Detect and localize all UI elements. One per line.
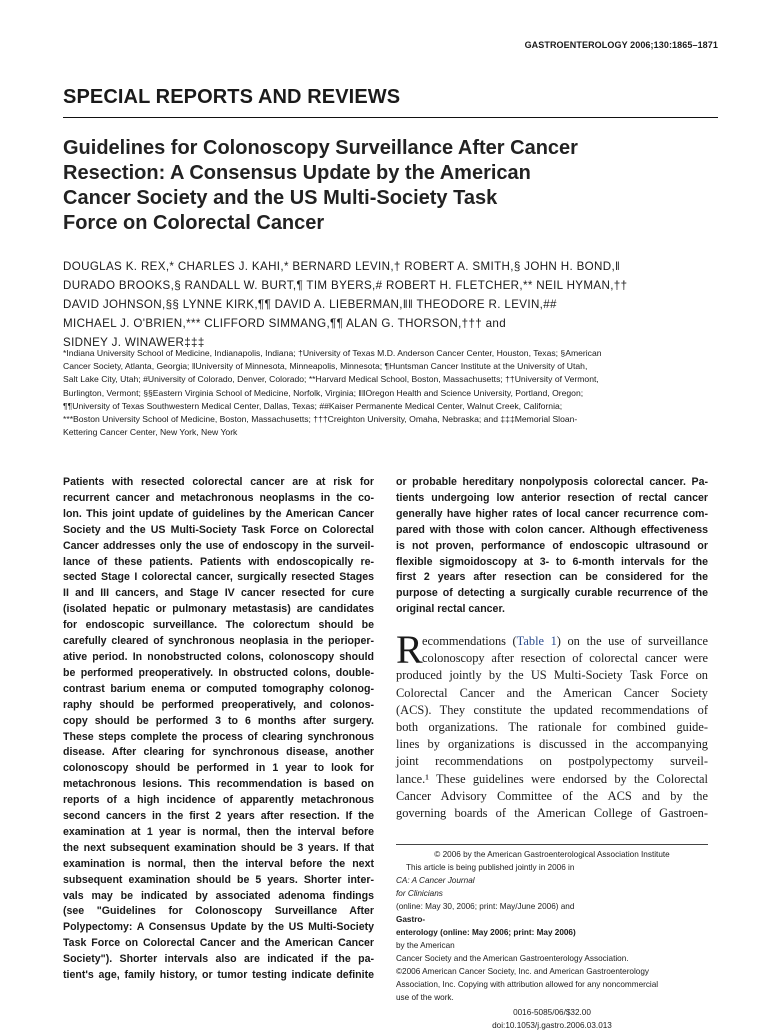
abstract-line: metachronous lesions. This recommendation is based on: [63, 778, 374, 791]
abstract-line: raphy should be performed preoperatively, and colonos-: [63, 698, 374, 711]
title-line: Force on Colorectal Cancer: [63, 212, 325, 234]
abstract-line: lon. This joint update of guidelines by the American Cancer: [63, 507, 374, 520]
abstract-line: examination is normal, then the interval before the next: [63, 857, 374, 870]
abstract-line: sected Stage I colorectal cancer, surgically resected Stages: [63, 571, 374, 584]
abstract-line: flexible sigmoidoscopy at 3- to 6-month intervals for the: [396, 555, 708, 568]
intro-rest: [396, 667, 708, 822]
abstract-line: be performed preoperatively. In obstructed colons, double-: [63, 666, 374, 679]
intro-line: both organizations. The rationale for combined guide-: [396, 720, 708, 735]
abstract-line: colonoscopy should be performed in 1 year to look for: [63, 762, 374, 775]
intro-line: lines by organizations is discussed in the accompanying: [396, 737, 708, 752]
abstract-line: Patients with resected colorectal cancer are at risk for: [63, 476, 374, 488]
table-1-link[interactable]: Table 1: [516, 634, 557, 648]
abstract-line: generally have higher rates of local cancer recurrence com-: [396, 507, 708, 520]
publication-line: for Clinicians (online: May 30, 2006; print: May/June 2006) and Gastro-: [396, 889, 575, 924]
abstract-line: Polypectomy: A Consensus Update by the US Multi-Society: [63, 921, 374, 934]
abstract-line: the next subsequent examination should be 3 years. If that: [63, 841, 374, 854]
affiliation-line: *Indiana University School of Medicine, Indianapolis, Indiana; †University of Texas M.D. Anderson Cancer Center, Houston, Texas; §American: [63, 348, 602, 358]
abstract-line: Cancer addresses only the use of endoscopy in the surveil-: [63, 539, 374, 552]
copyright-line: Association, Inc. Copying with attribution allowed for any noncommercial: [396, 980, 659, 989]
abstract-line: ative period. In nonobstructed colons, colonoscopy should: [63, 650, 374, 663]
abstract-line: first 2 years after resection can be considered for the: [396, 571, 708, 584]
journal-citation: GASTROENTEROLOGY 2006;130:1865–1871: [524, 40, 718, 50]
abstract-line: subsequent examination should be 5 years. Shorter inter-: [63, 873, 374, 886]
abstract-line: for endoscopic surveillance. The colorectum should be: [63, 619, 374, 632]
abstract-line: examination at 1 year is normal, then the interval before: [63, 825, 374, 838]
copyright-line: ©2006 American Cancer Society, Inc. and American Gastroenterology: [396, 967, 649, 976]
abstract-line: Task Force on Colorectal Cancer and the American Cancer: [63, 937, 374, 950]
drop-cap: R: [396, 627, 423, 672]
copyright-footnote: [396, 848, 708, 1032]
intro-line: produced jointly by the US Multi-Society Task Force on: [396, 668, 708, 683]
abstract-line: pared with those with colon cancer. Although effectiveness: [396, 523, 708, 536]
intro-line: Cancer Advisory Committee of the ACS and by the: [396, 788, 708, 803]
intro-line: governing boards of the American College of Gastroen-: [396, 806, 708, 821]
publication-line: enterology (online: May 2006; print: May 2006) by the American: [396, 928, 576, 950]
title-line: Resection: A Consensus Update by the American: [63, 162, 531, 184]
title-line: Guidelines for Colonoscopy Surveillance After Cancer: [63, 137, 578, 159]
author-line: DURADO BROOKS,§ RANDALL W. BURT,¶ TIM BYERS,# ROBERT H. FLETCHER,** NEIL HYMAN,††: [63, 279, 628, 292]
affiliation-line: Burlington, Vermont; §§Eastern Virginia School of Medicine, Norfolk, Virginia; ‖‖Oregon Health and Science University, Portland, Oregon;: [63, 387, 584, 398]
abstract-line: is not proven, performance of endoscopic ultrasound or: [396, 539, 708, 552]
abstract-line: second cancers in the first 2 years after resection. If the: [63, 810, 374, 823]
affiliations: [63, 347, 723, 439]
abstract-line: Society and the US Multi-Society Task Force on Colorectal: [63, 523, 374, 536]
author-line: DAVID JOHNSON,§§ LYNNE KIRK,¶¶ DAVID A. LIEBERMAN,‖‖ THEODORE R. LEVIN,##: [63, 298, 557, 311]
abstract-line: original rectal cancer.: [396, 603, 505, 616]
affiliation-line: Salt Lake City, Utah; #University of Colorado, Denver, Colorado; **Harvard Medical School, Boston, Massachusetts; ††University of Vermont,: [63, 374, 599, 385]
abstract-line: (isolated hepatic or pulmonary metastasis) are candidates: [63, 603, 374, 616]
intro-line: Colorectal Cancer and the American Cancer Society: [396, 685, 708, 700]
abstract-line: recurrent cancer and metachronous neoplasms in the co-: [63, 491, 374, 504]
abstract-line: These steps complete the process of clearing synchronous: [63, 730, 374, 743]
issn: 0016-5085/06/$32.00: [513, 1008, 591, 1017]
abstract-line: carefully cleared of synchronous neoplasia in the perioper-: [63, 635, 374, 648]
intro-line: lance.¹ These guidelines were endorsed by the Colorectal: [396, 771, 708, 786]
publication-line: Cancer Society and the American Gastroenterology Association.: [396, 954, 629, 963]
author-line: MICHAEL J. O'BRIEN,*** CLIFFORD SIMMANG,¶¶ ALAN G. THORSON,††† and: [63, 317, 507, 330]
publication-line: This article is being published jointly in 2006 in CA: A Cancer Journal: [396, 863, 575, 885]
abstract-line: disease. After clearing for synchronous disease, another: [63, 746, 374, 759]
intro-line: joint recommendations on postpolypectomy surveil-: [396, 754, 708, 769]
affiliation-line: ¶¶University of Texas Southwestern Medical Center, Dallas, Texas; ##Kaiser Permanente Medical Center, Walnut Creek, California;: [63, 400, 563, 411]
footnote-rule: [396, 844, 708, 845]
abstract-line: tients undergoing low anterior resection of rectal cancer: [396, 491, 708, 504]
title-line: Cancer Society and the US Multi-Society Task: [63, 187, 498, 209]
article-title: [63, 136, 663, 236]
abstract-line: vals may be indicated by associated adenoma findings: [63, 889, 374, 902]
intro-line: ecommendations (Table 1) on the use of surveillance: [422, 634, 708, 648]
abstract-line: purpose of detecting a surgically curable recurrence of the: [396, 587, 708, 600]
intro-line: (ACS). They constitute the updated recommendations of: [396, 702, 708, 717]
abstract-left-column: [63, 475, 374, 984]
section-rule: [63, 117, 718, 118]
abstract-right-column: [396, 475, 708, 618]
copyright-line: use of the work.: [396, 993, 454, 1002]
abstract-line: copy should be performed 3 to 6 months after surgery.: [63, 714, 374, 727]
intro-line: colonoscopy after resection of colorectal cancer were: [422, 651, 708, 666]
abstract-line: (see "Guidelines for Colonoscopy Surveillance After: [63, 905, 374, 918]
abstract-line: tient's age, family history, or tumor testing indicate definite: [63, 969, 374, 982]
abstract-line: Society"). Shorter intervals also are indicated if the pa-: [63, 953, 374, 966]
affiliation-line: ***Boston University School of Medicine, Boston, Massachusetts; †††Creighton University, Omaha, Nebraska; and ‡‡‡Memorial Sloan-: [63, 414, 578, 425]
abstract-line: lance of these patients. Patients with endoscopically re-: [63, 555, 374, 568]
author-line: DOUGLAS K. REX,* CHARLES J. KAHI,* BERNARD LEVIN,† ROBERT A. SMITH,§ JOHN H. BOND,‖: [63, 260, 621, 273]
abstract-line: or probable hereditary nonpolyposis colorectal cancer. Pa-: [396, 476, 708, 488]
author-line: SIDNEY J. WINAWER‡‡‡: [63, 336, 205, 349]
section-heading: SPECIAL REPORTS AND REVIEWS: [63, 86, 401, 108]
copyright-line: © 2006 by the American Gastroenterological Association Institute: [434, 850, 670, 859]
abstract-line: II and III cancers, and Stage IV cancer resected for cure: [63, 587, 374, 600]
abstract-line: reports of a high incidence of apparently metachronous: [63, 794, 374, 807]
affiliation-line: Kettering Cancer Center, New York, New York: [63, 427, 238, 438]
author-list: [63, 257, 723, 352]
affiliation-line: Cancer Society, Atlanta, Georgia; ‖University of Minnesota, Minneapolis, Minnesota; ¶Huntsman Cancer Institute at the University of Utah,: [63, 361, 588, 372]
introduction-text: [396, 627, 708, 822]
doi: doi:10.1053/j.gastro.2006.03.013: [492, 1021, 612, 1030]
abstract-line: contrast barium enema or computed tomography colonog-: [63, 682, 374, 695]
